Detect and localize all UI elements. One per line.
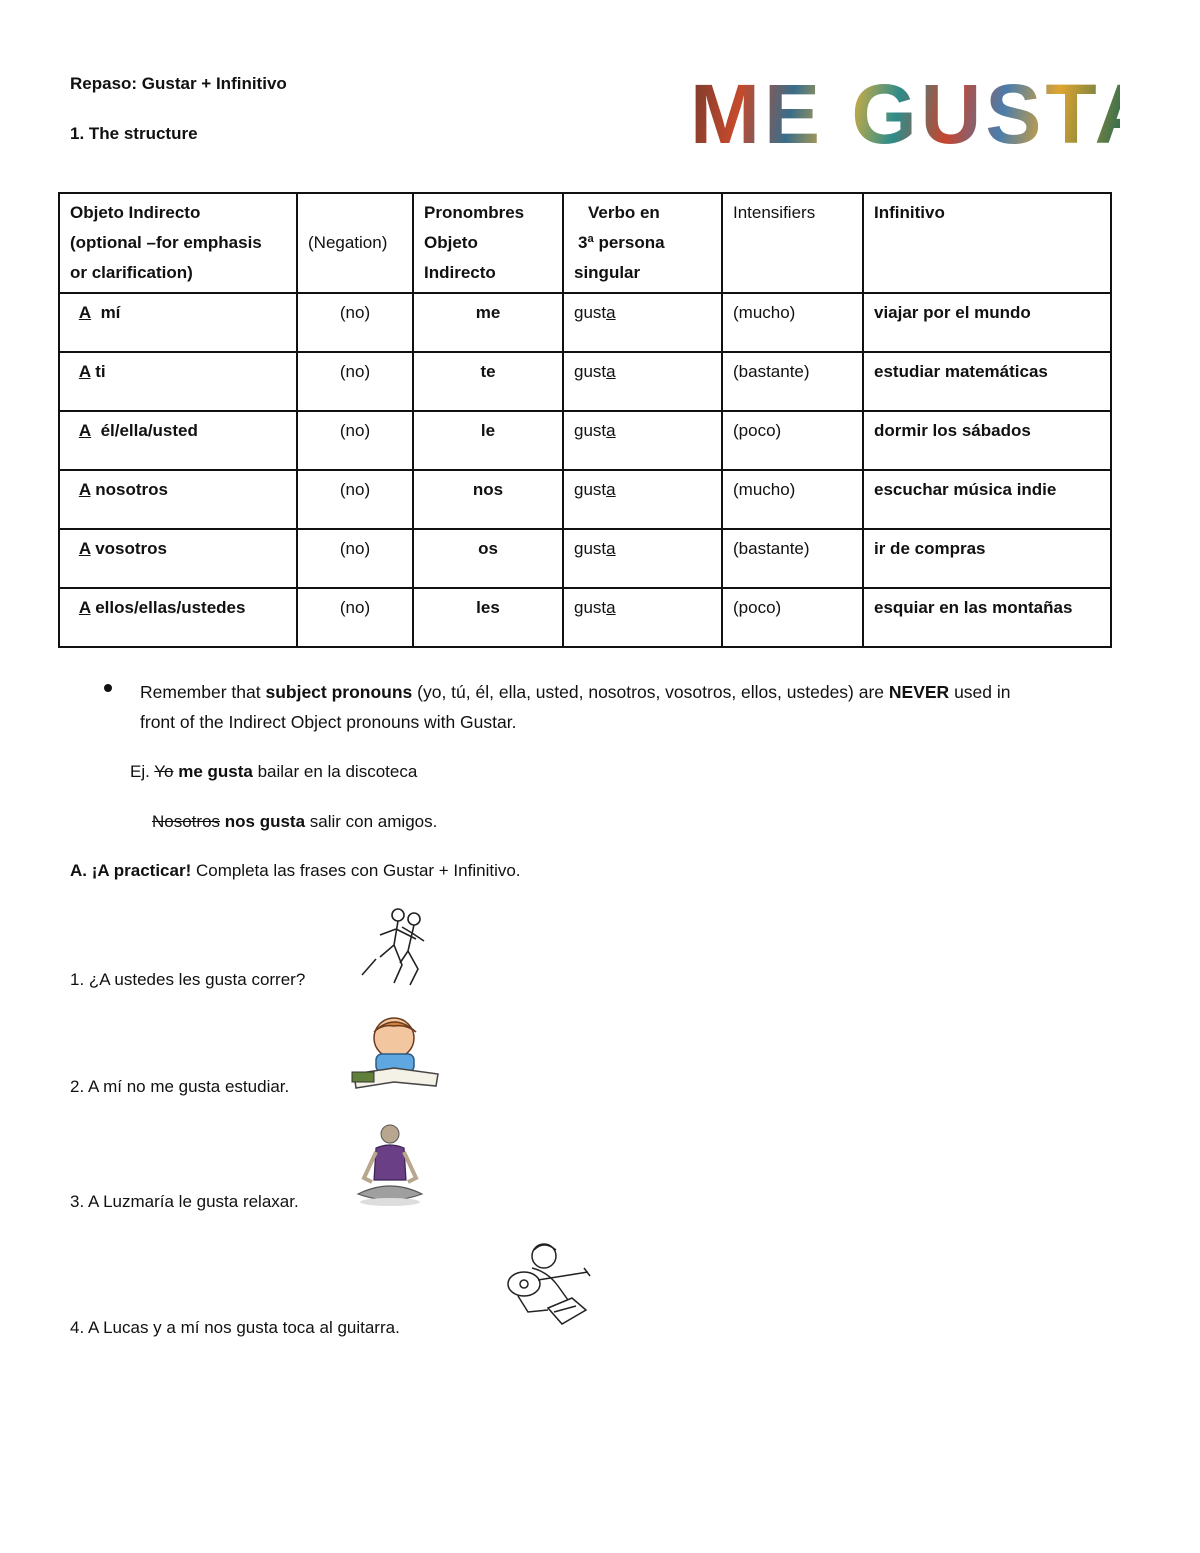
practice-item-2: 2. A mí no me gusta estudiar. — [70, 1077, 290, 1096]
cell-verb: gusta — [563, 588, 722, 647]
cell-subject: A nosotros — [59, 470, 297, 529]
cell-verb: gusta — [563, 293, 722, 352]
practice-item-4: 4. A Lucas y a mí nos gusta toca al guitarra. — [70, 1318, 400, 1337]
cell-negation: (no) — [297, 470, 413, 529]
cell-verb: gusta — [563, 470, 722, 529]
cell-negation: (no) — [297, 352, 413, 411]
guitar-player-icon — [498, 1238, 594, 1330]
header-negation: (Negation) — [297, 193, 413, 293]
cell-intensifier: (mucho) — [722, 293, 863, 352]
header-intensifiers: Intensifiers — [722, 193, 863, 293]
example-2: Nosotros nos gusta salir con amigos. — [152, 812, 438, 831]
cell-io-pronoun: le — [413, 411, 563, 470]
table-row — [59, 470, 1111, 529]
cell-intensifier: (poco) — [722, 411, 863, 470]
cell-verb: gusta — [563, 529, 722, 588]
meditating-person-icon — [348, 1122, 432, 1210]
cell-io-pronoun: os — [413, 529, 563, 588]
cell-intensifier: (bastante) — [722, 529, 863, 588]
table-row — [59, 529, 1111, 588]
cell-negation: (no) — [297, 529, 413, 588]
cell-verb: gusta — [563, 352, 722, 411]
cell-subject: A mí — [59, 293, 297, 352]
cell-negation: (no) — [297, 293, 413, 352]
cell-infinitive: dormir los sábados — [863, 411, 1111, 470]
header-verb: Verbo en 3ª persona singular — [563, 193, 722, 293]
table-row — [59, 293, 1111, 352]
cell-subject: A vosotros — [59, 529, 297, 588]
cell-io-pronoun: nos — [413, 470, 563, 529]
cell-infinitive: esquiar en las montañas — [863, 588, 1111, 647]
structure-table — [58, 192, 1112, 648]
grammar-note: Remember that subject pronouns (yo, tú, él, ella, usted, nosotros, vosotros, ellos, ustedes) are NEVER used in front of the Indirect Object pronouns with Gustar. — [140, 682, 1011, 732]
cell-infinitive: viajar por el mundo — [863, 293, 1111, 352]
cell-intensifier: (bastante) — [722, 352, 863, 411]
cell-io-pronoun: les — [413, 588, 563, 647]
cell-io-pronoun: te — [413, 352, 563, 411]
cell-intensifier: (poco) — [722, 588, 863, 647]
student-studying-icon — [348, 1016, 442, 1092]
me-gusta-logo: ME GUSTA — [690, 67, 1160, 161]
cell-intensifier: (mucho) — [722, 470, 863, 529]
table-row — [59, 352, 1111, 411]
cell-subject: A él/ella/usted — [59, 411, 297, 470]
practice-heading: A. ¡A practicar! Completa las frases con Gustar + Infinitivo. — [70, 861, 521, 880]
cell-subject: A ti — [59, 352, 297, 411]
header-infinitive: Infinitivo — [863, 193, 1111, 293]
practice-item-3: 3. A Luzmaría le gusta relaxar. — [70, 1192, 299, 1211]
table-row — [59, 588, 1111, 647]
section-heading: 1. The structure — [70, 124, 198, 143]
cell-infinitive: estudiar matemáticas — [863, 352, 1111, 411]
cell-subject: A ellos/ellas/ustedes — [59, 588, 297, 647]
page-title: Repaso: Gustar + Infinitivo — [70, 74, 287, 93]
running-couple-icon — [358, 905, 430, 989]
cell-infinitive: ir de compras — [863, 529, 1111, 588]
example-1: Ej. Yo me gusta bailar en la discoteca — [130, 762, 418, 781]
cell-negation: (no) — [297, 588, 413, 647]
practice-item-1: 1. ¿A ustedes les gusta correr? — [70, 970, 306, 989]
table-row — [59, 411, 1111, 470]
cell-verb: gusta — [563, 411, 722, 470]
cell-infinitive: escuchar música indie — [863, 470, 1111, 529]
cell-negation: (no) — [297, 411, 413, 470]
table-header-row — [59, 193, 1111, 293]
header-io-pronouns: Pronombres Objeto Indirecto — [413, 193, 563, 293]
header-indirect-object: Objeto Indirecto (optional –for emphasis or clarification) — [59, 193, 297, 293]
cell-io-pronoun: me — [413, 293, 563, 352]
bullet-icon — [104, 684, 112, 692]
